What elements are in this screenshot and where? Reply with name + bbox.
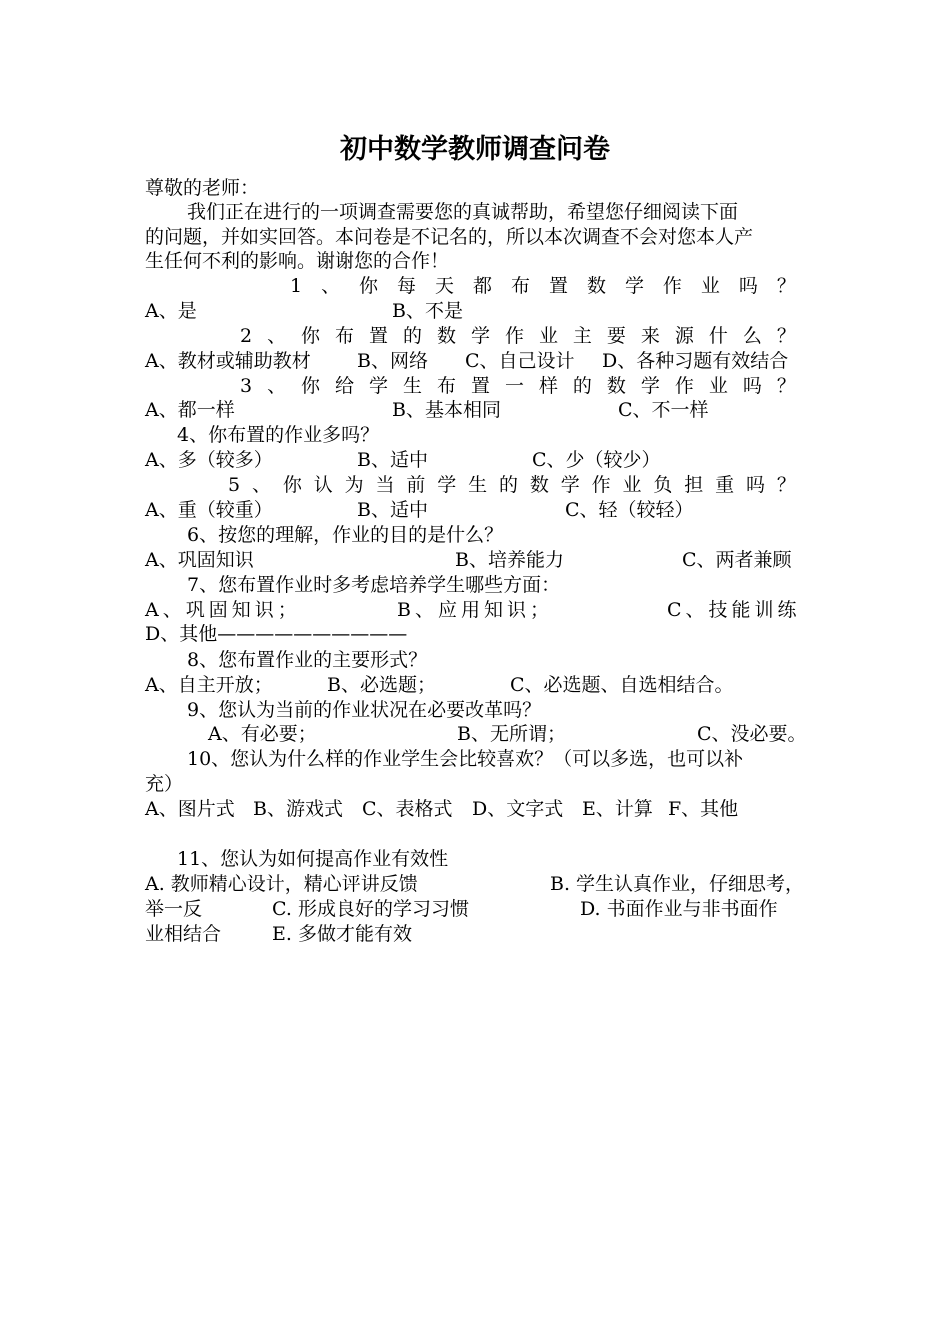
question-6: 6、按您的理解，作业的目的是什么？ <box>187 524 504 546</box>
q2-char: 什 <box>708 325 728 347</box>
q5-char: 为 <box>344 474 364 496</box>
q8-option-a: A、自主开放； <box>145 674 273 696</box>
q10-option-c: C、表格式 <box>362 798 453 820</box>
q1-char: 都 <box>473 275 493 297</box>
q3-char: ？ <box>776 375 796 397</box>
q1-char: 1 <box>290 275 303 297</box>
q1-char: 学 <box>624 275 644 297</box>
q2-char: 数 <box>436 325 456 347</box>
q10-option-a: A、图片式 <box>145 798 235 820</box>
q9-option-c: C、没必要。 <box>697 723 807 745</box>
q5-char: 学 <box>560 474 580 496</box>
q3-char: 你 <box>301 375 321 397</box>
q3-char: 作 <box>674 375 694 397</box>
q5-char: 、 <box>251 474 271 496</box>
q1-char: 作 <box>662 275 682 297</box>
q5-char: ？ <box>776 474 796 496</box>
q9-option-b: B、无所谓； <box>457 723 566 745</box>
q2-char: 么 <box>742 325 762 347</box>
q8-option-b: B、必选题； <box>327 674 436 696</box>
q5-char: 数 <box>529 474 549 496</box>
q5-char: 重 <box>715 474 735 496</box>
q3-char: 学 <box>369 375 389 397</box>
q9-option-a: A、有必要； <box>208 723 317 745</box>
q3-char: 、 <box>267 375 287 397</box>
question-10-line-2: 充） <box>145 773 184 795</box>
question-9: 9、您认为当前的作业状况在必要改革吗？ <box>187 699 542 721</box>
question-3 <box>240 374 796 399</box>
q8-option-c: C、必选题、自选相结合。 <box>510 674 734 696</box>
q3-char: 业 <box>708 375 728 397</box>
q3-char: 数 <box>606 375 626 397</box>
q11-option-b: B. 学生认真作业，仔细思考， <box>550 873 805 895</box>
q7-option-b: B、应用知识； <box>397 599 553 621</box>
q4-option-c: C、少（较少） <box>532 449 661 471</box>
question-10-line-1: 10、您认为什么样的作业学生会比较喜欢？（可以多选，也可以补 <box>187 748 744 770</box>
q5-option-c: C、轻（较轻） <box>565 499 694 521</box>
q3-option-a: A、都一样 <box>145 399 235 421</box>
intro-line-2: 的问题，并如实回答。本问卷是不记名的，所以本次调查不会对您本人产 <box>145 226 754 248</box>
q4-option-a: A、多（较多） <box>145 449 273 471</box>
q2-char: ？ <box>776 325 796 347</box>
q5-char: 作 <box>591 474 611 496</box>
q3-char: 置 <box>470 375 490 397</box>
q2-char: 布 <box>335 325 355 347</box>
question-7: 7、您布置作业时多考虑培养学生哪些方面： <box>187 574 561 596</box>
q2-option-a: A、教材或辅助教材 <box>145 350 311 372</box>
q2-char: 的 <box>403 325 423 347</box>
q1-char: ？ <box>776 275 796 297</box>
q3-char: 生 <box>403 375 423 397</box>
q2-char: 要 <box>606 325 626 347</box>
q2-option-b: B、网络 <box>357 350 428 372</box>
q2-char: 来 <box>640 325 660 347</box>
question-1 <box>290 274 796 299</box>
q3-char: 布 <box>436 375 456 397</box>
q2-char: 业 <box>538 325 558 347</box>
q7-option-c: C、技能训练 <box>667 599 801 621</box>
question-11: 11、您认为如何提高作业有效性 <box>177 848 449 870</box>
question-5 <box>228 473 796 498</box>
q1-option-a: A、是 <box>145 300 197 322</box>
q5-char: 负 <box>653 474 673 496</box>
q6-option-c: C、两者兼顾 <box>682 549 792 571</box>
q5-char: 认 <box>313 474 333 496</box>
q2-option-d: D、各种习题有效结合 <box>602 350 789 372</box>
q3-char: 的 <box>572 375 592 397</box>
question-4: 4、你布置的作业多吗？ <box>177 424 380 446</box>
greeting: 尊敬的老师： <box>145 177 260 199</box>
q11-option-e: E. 多做才能有效 <box>272 923 412 945</box>
q7-option-d: D、其他—————————— <box>145 623 408 645</box>
q5-char: 吗 <box>745 474 765 496</box>
q2-char: 源 <box>674 325 694 347</box>
q1-char: 业 <box>700 275 720 297</box>
q5-char: 生 <box>468 474 488 496</box>
q1-char: 置 <box>548 275 568 297</box>
question-8: 8、您布置作业的主要形式？ <box>187 649 428 671</box>
q5-option-a: A、重（较重） <box>145 499 273 521</box>
q6-option-a: A、巩固知识 <box>145 549 254 571</box>
q5-char: 前 <box>406 474 426 496</box>
q2-char: 置 <box>369 325 389 347</box>
q3-option-c: C、不一样 <box>618 399 709 421</box>
q11-option-b-continued: 举一反 <box>145 898 203 920</box>
q2-char: 学 <box>470 325 490 347</box>
q10-option-d: D、文字式 <box>472 798 564 820</box>
intro-line-3: 生任何不利的影响。谢谢您的合作！ <box>145 250 450 272</box>
q5-char: 5 <box>228 474 241 496</box>
q7-option-a: A、巩固知识； <box>145 599 301 621</box>
q3-option-b: B、基本相同 <box>392 399 501 421</box>
q2-char: 你 <box>301 325 321 347</box>
q1-char: 你 <box>359 275 379 297</box>
q2-char: 、 <box>267 325 287 347</box>
q5-char: 学 <box>437 474 457 496</box>
q1-char: 、 <box>321 275 341 297</box>
q11-option-d-continued: 业相结合 <box>145 923 222 945</box>
intro-line-1: 我们正在进行的一项调查需要您的真诚帮助，希望您仔细阅读下面 <box>187 201 739 223</box>
q10-option-f: F、其他 <box>668 798 739 820</box>
q11-option-a: A. 教师精心设计，精心评讲反馈 <box>145 873 418 895</box>
q2-option-c: C、自己设计 <box>465 350 575 372</box>
q5-char: 你 <box>282 474 302 496</box>
q3-char: 样 <box>538 375 558 397</box>
q1-char: 布 <box>510 275 530 297</box>
q2-char: 作 <box>504 325 524 347</box>
q1-char: 天 <box>435 275 455 297</box>
q10-option-b: B、游戏式 <box>253 798 343 820</box>
q5-char: 业 <box>622 474 642 496</box>
q3-char: 吗 <box>742 375 762 397</box>
q2-char: 主 <box>572 325 592 347</box>
q3-char: 学 <box>640 375 660 397</box>
q5-option-b: B、适中 <box>357 499 428 521</box>
q1-char: 数 <box>586 275 606 297</box>
question-2 <box>240 324 796 349</box>
q10-option-e: E、计算 <box>582 798 653 820</box>
q5-char: 当 <box>375 474 395 496</box>
q11-option-c: C. 形成良好的学习习惯 <box>272 898 469 920</box>
q1-option-b: B、不是 <box>392 300 463 322</box>
q5-char: 担 <box>684 474 704 496</box>
q5-char: 的 <box>498 474 518 496</box>
q1-char: 每 <box>397 275 417 297</box>
q11-option-d: D. 书面作业与非书面作 <box>580 898 778 920</box>
q3-char: 3 <box>240 375 253 397</box>
q3-char: 一 <box>504 375 524 397</box>
page-title: 初中数学教师调查问卷 <box>340 134 610 165</box>
q4-option-b: B、适中 <box>357 449 428 471</box>
q3-char: 给 <box>335 375 355 397</box>
q2-char: 2 <box>240 325 253 347</box>
q6-option-b: B、培养能力 <box>455 549 564 571</box>
q1-char: 吗 <box>738 275 758 297</box>
